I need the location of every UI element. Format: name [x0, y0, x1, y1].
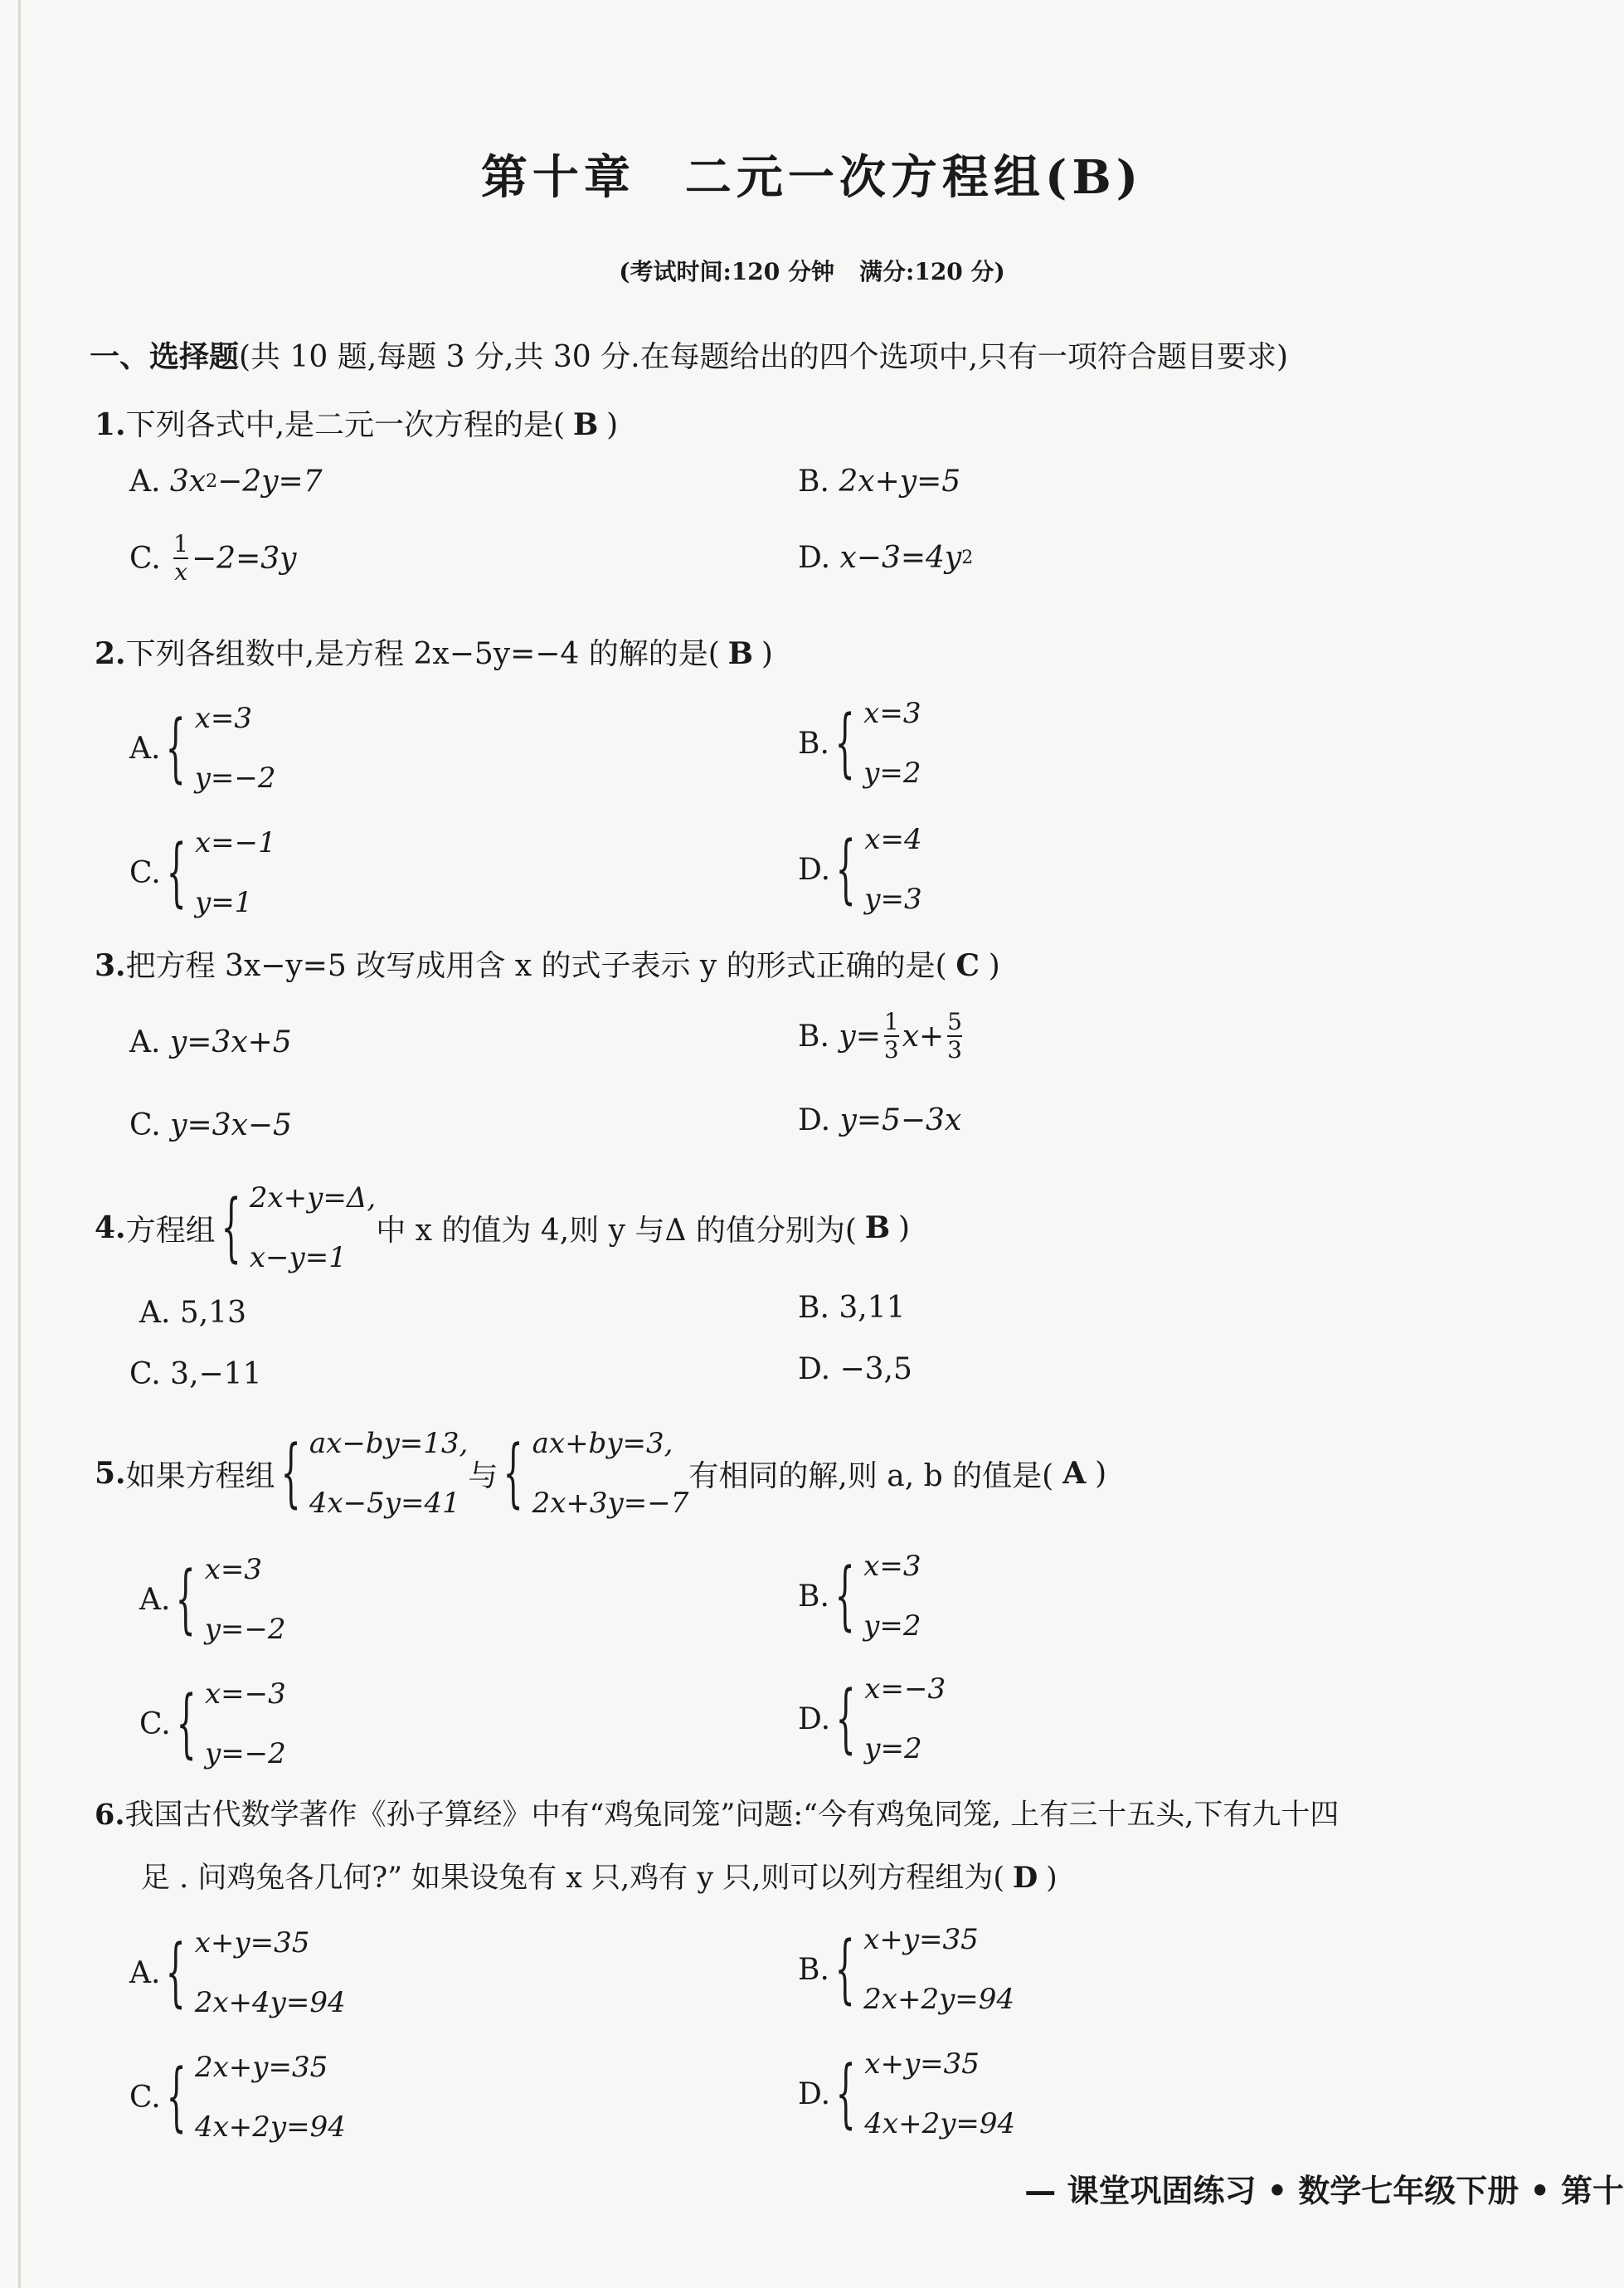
equation: x=3 [863, 697, 921, 730]
equation-system: { x+y=35 4x+2y=94 [830, 2034, 1015, 2154]
equation: 2x+4y=94 [194, 1986, 346, 2019]
option-expr: 2x+y=5 [839, 465, 961, 499]
fraction [947, 1009, 962, 1064]
option-label: B. [798, 465, 829, 499]
option-c [129, 813, 276, 932]
question-text: 下列各式中,是二元一次方程的是( [125, 408, 566, 442]
equation: x=4 [864, 823, 922, 856]
answer: A [1062, 1456, 1087, 1491]
option-b [798, 465, 960, 499]
option-label: C. [129, 855, 161, 890]
chapter-name: 二元一次方程组(B) [684, 150, 1144, 205]
question-4 [95, 1168, 910, 1288]
option-b [798, 1291, 906, 1325]
question-text: 足 . 问鸡兔各几何?” 如果设兔有 x 只,鸡有 y 只,则可以列方程组为( [141, 1862, 1005, 1895]
option-c [129, 531, 296, 586]
option-expr: y= [839, 1019, 881, 1054]
equation: 2x+2y=94 [863, 1983, 1015, 2016]
option-a [129, 465, 323, 499]
option-label: D. [798, 852, 831, 887]
paren-close: ) [988, 949, 1000, 983]
question-text: 我国古代数学著作《孙子算经》中有“鸡兔同笼”问题:“今有鸡兔同笼, 上有三十五头,下有九十四 [124, 1799, 1340, 1832]
equation: y=−2 [194, 762, 276, 795]
question-text: 与 [468, 1458, 498, 1493]
fraction [173, 531, 188, 586]
equation: 4x+2y=94 [864, 2107, 1016, 2140]
chapter-label: 第十章 [480, 150, 635, 205]
option-label: B. [798, 1579, 829, 1614]
option-expr: 3,−11 [170, 1357, 262, 1391]
paren-close: ) [1095, 1456, 1107, 1491]
option-label: A. [139, 1296, 171, 1330]
question-5 [95, 1414, 1106, 1533]
numerator: 5 [947, 1008, 962, 1035]
equation: 2x+y=35 [194, 2051, 328, 2084]
equation-system: { x=3 y=−2 [170, 1540, 285, 1659]
option-a [139, 1296, 246, 1330]
equation: y=2 [863, 757, 921, 790]
equation: x+y=35 [863, 1923, 979, 1956]
page-title [0, 141, 1624, 207]
question-number: 5. [95, 1456, 126, 1491]
equation: ax−by=13, [309, 1427, 469, 1460]
question-text: 把方程 3x−y=5 改写成用含 x 的式子表示 y 的形式正确的是( [125, 949, 947, 983]
option-a [129, 1025, 292, 1059]
option-label: A. [129, 465, 161, 499]
equation: x=3 [194, 702, 253, 735]
option-label: D. [798, 1103, 831, 1137]
option-label: B. [798, 1019, 829, 1054]
option-d [798, 1352, 912, 1386]
equation-system: { x=3 y=2 [829, 684, 921, 803]
equation: y=2 [864, 1732, 922, 1765]
option-expr: −3,5 [839, 1352, 912, 1386]
equation: x=−3 [864, 1672, 946, 1706]
option-expr: y=3x+5 [169, 1025, 292, 1059]
question-number: 6. [95, 1798, 125, 1832]
option-expr: y=3x−5 [170, 1108, 292, 1142]
fraction [884, 1009, 899, 1064]
question-2 [95, 630, 773, 673]
section-heading [90, 333, 1288, 376]
question-1 [95, 402, 618, 444]
option-d [798, 541, 973, 575]
option-c [139, 1664, 286, 1784]
option-expr: 3x [169, 465, 207, 499]
option-d [798, 1659, 946, 1779]
equation-system: { x=3 y=2 [829, 1536, 921, 1656]
option-label: B. [798, 1952, 829, 1987]
equation-system: { x=4 y=3 [830, 810, 922, 929]
equation-system: { ax−by=13, 4x−5y=41 [275, 1414, 469, 1533]
option-label: A. [129, 1025, 161, 1059]
option-label: D. [798, 2076, 831, 2111]
denominator: 3 [947, 1036, 962, 1064]
equation-system: { 2x+y=35 4x+2y=94 [161, 2037, 346, 2157]
equation: y=1 [194, 886, 253, 919]
exam-time: (考试时间:120 分钟 [619, 258, 834, 285]
option-d [798, 810, 922, 929]
option-label: C. [139, 1706, 171, 1741]
option-label: A. [139, 1582, 171, 1617]
question-number: 1. [95, 407, 126, 442]
option-expr: x+ [902, 1019, 945, 1054]
option-expr: x−3=4y [839, 541, 962, 575]
option-label: D. [798, 1352, 831, 1386]
question-text: 如果方程组 [125, 1458, 275, 1493]
question-text: 方程组 [125, 1213, 216, 1248]
section-title: 一、选择题 [90, 340, 240, 374]
option-label: D. [798, 1701, 831, 1736]
option-label: B. [798, 1291, 829, 1325]
option-b [798, 684, 921, 803]
equation: x=3 [204, 1553, 263, 1586]
option-a [139, 1540, 286, 1659]
question-3 [95, 942, 1000, 985]
option-c [129, 1357, 262, 1391]
option-expr: 5,13 [179, 1296, 247, 1330]
question-text: 有相同的解,则 a, b 的值是( [688, 1458, 1054, 1493]
paren-close: ) [897, 1210, 910, 1245]
option-expr: 3,11 [839, 1291, 906, 1325]
question-number: 2. [95, 636, 126, 671]
question-6-line-2 [141, 1855, 1058, 1896]
option-label: C. [129, 541, 161, 576]
answer: B [572, 407, 599, 442]
answer: B [864, 1210, 891, 1245]
option-label: C. [129, 1357, 161, 1391]
answer: C [955, 948, 980, 983]
page-footer: — 课堂巩固练习 • 数学七年级下册 • 第十 [1024, 2173, 1624, 2209]
page-edge [18, 0, 21, 2288]
question-number: 4. [95, 1210, 126, 1245]
exponent: 2 [206, 471, 218, 492]
equation-system: { x=−1 y=1 [161, 813, 276, 932]
answer: B [727, 636, 754, 671]
question-6 [95, 1792, 1339, 1833]
numerator: 1 [883, 1008, 899, 1035]
equation: x+y=35 [864, 2047, 980, 2081]
option-expr: −2y=7 [217, 465, 323, 499]
denominator: x [174, 558, 187, 586]
equation: 2x+y=Δ, [249, 1181, 377, 1215]
option-label: C. [129, 1108, 161, 1142]
option-expr: y=5−3x [839, 1103, 962, 1137]
option-label: A. [129, 1955, 161, 1990]
equation-system: { x=−3 y=2 [830, 1659, 946, 1779]
option-a [129, 1913, 346, 2032]
section-desc: (共 10 题,每题 3 分,共 30 分.在每题给出的四个选项中,只有一项符合题目要求) [239, 340, 1289, 374]
paren-close: ) [761, 637, 773, 671]
equation-system: { ax+by=3, 2x+3y=−7 [498, 1414, 688, 1533]
equation-system: { x=−3 y=−2 [171, 1664, 286, 1784]
equation-system: { x+y=35 2x+2y=94 [829, 1910, 1014, 2029]
option-b [798, 1536, 921, 1656]
option-b [798, 1910, 1014, 2029]
equation-system: { x=3 y=−2 [160, 689, 275, 808]
equation-system: { 2x+y=Δ, x−y=1 [216, 1168, 377, 1288]
equation: ax+by=3, [532, 1427, 673, 1460]
equation: x+y=35 [194, 1926, 310, 1959]
paren-close: ) [1046, 1862, 1058, 1895]
exponent: 2 [961, 548, 974, 568]
option-label: D. [798, 541, 831, 575]
option-label: A. [129, 731, 161, 766]
question-text: 下列各组数中,是方程 2x−5y=−4 的解的是( [125, 637, 720, 671]
equation: 4x+2y=94 [194, 2110, 346, 2144]
equation: 4x−5y=41 [309, 1487, 460, 1520]
answer: D [1012, 1861, 1038, 1895]
exam-score: 满分:120 分) [859, 258, 1005, 285]
equation: y=2 [863, 1609, 921, 1643]
option-label: B. [798, 726, 829, 761]
option-d [798, 2034, 1015, 2154]
equation: x=3 [863, 1550, 921, 1583]
numerator: 1 [173, 530, 188, 557]
denominator: 3 [883, 1036, 899, 1064]
equation: 2x+3y=−7 [532, 1487, 689, 1520]
question-number: 3. [95, 948, 126, 983]
exam-info [0, 254, 1624, 287]
equation-system: { x+y=35 2x+4y=94 [160, 1913, 345, 2032]
equation: y=−2 [204, 1613, 286, 1646]
option-expr: −2=3y [192, 541, 297, 576]
option-c [129, 2037, 346, 2157]
question-text: 中 x 的值为 4,则 y 与Δ 的值分别为( [376, 1213, 857, 1248]
option-b [798, 1009, 965, 1064]
equation: y=3 [864, 883, 922, 916]
option-d [798, 1103, 961, 1137]
equation: x−y=1 [249, 1241, 347, 1274]
paren-close: ) [606, 408, 619, 442]
equation: x=−1 [194, 826, 276, 859]
option-label: C. [129, 2080, 161, 2115]
option-c [129, 1108, 292, 1142]
option-a [129, 689, 276, 808]
equation: x=−3 [204, 1677, 286, 1711]
equation: y=−2 [204, 1737, 286, 1770]
